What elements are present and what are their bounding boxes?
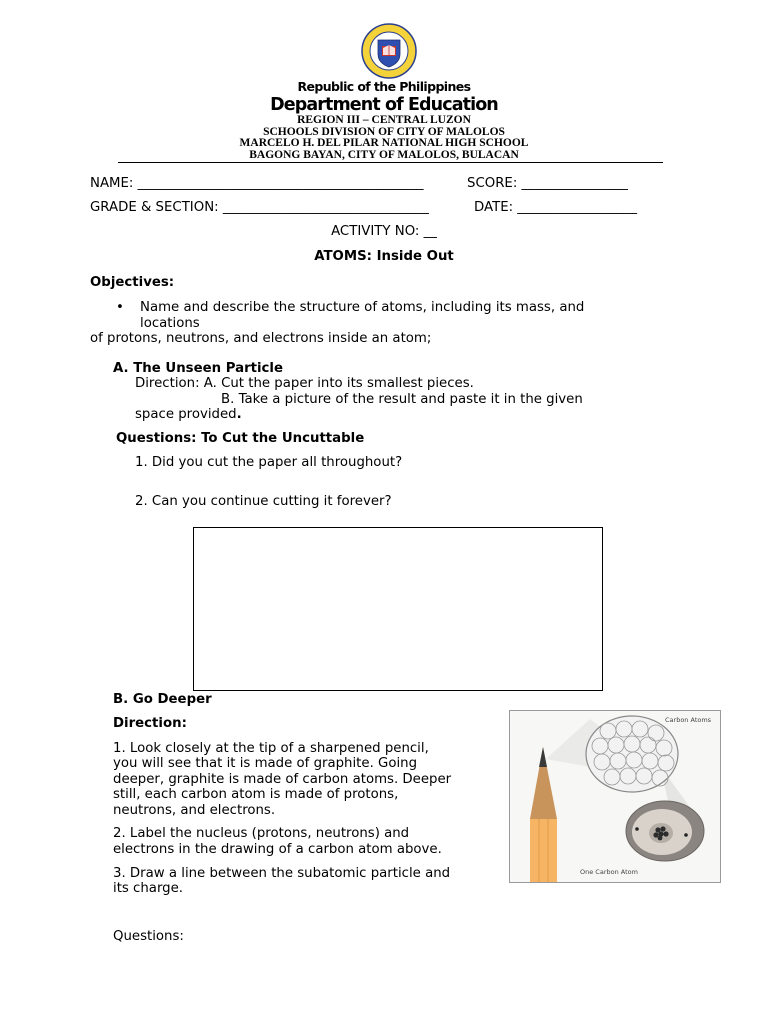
school-line: MARCELO H. DEL PILAR NATIONAL HIGH SCHOOL <box>239 137 529 149</box>
address-line: BAGONG BAYAN, CITY OF MALOLOS, BULACAN <box>249 149 519 161</box>
name-field: NAME: ___________________________________________ <box>90 176 424 191</box>
step-3-line-2: its charge. <box>113 881 184 896</box>
questions-heading: Questions: To Cut the Uncuttable <box>116 431 365 446</box>
step-1-line-4: still, each carbon atom is made of protons, <box>113 787 399 802</box>
objective-line-3: of protons, neutrons, and electrons inside an atom; <box>90 331 432 346</box>
step-1-line-3: deeper, graphite is made of carbon atoms. Deeper <box>113 772 452 787</box>
step-3-line-1: 3. Draw a line between the subatomic particle and <box>113 866 451 881</box>
section-b-heading: B. Go Deeper <box>113 692 212 707</box>
bullet: • <box>116 300 124 315</box>
question-1: 1. Did you cut the paper all throughout? <box>135 455 403 470</box>
grade-section-field: GRADE & SECTION: _______________________________ <box>90 200 429 215</box>
section-a-direction-1: Direction: A. Cut the paper into its smallest pieces. <box>135 376 474 391</box>
pencil-atom-illustration <box>510 711 720 882</box>
objective-line-2: locations <box>140 316 200 331</box>
section-a-direction-2: B. Take a picture of the result and paste it in the given <box>221 392 583 407</box>
carbon-atoms-label: Carbon Atoms <box>665 716 712 724</box>
activity-number: ACTIVITY NO: __ <box>331 224 437 239</box>
step-1-line-2: you will see that it is made of graphite. Going <box>113 756 418 771</box>
section-a-direction-3: space provided. <box>135 407 242 422</box>
one-carbon-atom-label: One Carbon Atom <box>580 868 638 876</box>
questions-label: Questions: <box>113 929 184 944</box>
department-title: Department of Education <box>270 95 498 115</box>
step-1-line-1: 1. Look closely at the tip of a sharpened pencil, <box>113 741 429 756</box>
header-divider <box>118 162 663 163</box>
deped-seal-logo <box>352 22 426 80</box>
step-2-line-2: electrons in the drawing of a carbon atom above. <box>113 842 442 857</box>
score-field: SCORE: ________________ <box>467 176 628 191</box>
picture-paste-box <box>193 527 603 691</box>
region-line: REGION III – CENTRAL LUZON <box>297 114 471 126</box>
objective-line-1: Name and describe the structure of atoms, including its mass, and <box>140 300 585 315</box>
objectives-heading: Objectives: <box>90 275 175 290</box>
date-field: DATE: __________________ <box>474 200 637 215</box>
step-1-line-5: neutrons, and electrons. <box>113 803 276 818</box>
section-a-heading: A. The Unseen Particle <box>113 361 284 376</box>
section-b-direction-label: Direction: <box>113 716 187 731</box>
republic-line: Republic of the Philippines <box>297 79 471 94</box>
question-2: 2. Can you continue cutting it forever? <box>135 494 392 509</box>
activity-title: ATOMS: Inside Out <box>314 249 454 264</box>
step-2-line-1: 2. Label the nucleus (protons, neutrons) and <box>113 826 410 841</box>
division-line: SCHOOLS DIVISION OF CITY OF MALOLOS <box>263 126 505 138</box>
carbon-atom-figure <box>509 710 721 883</box>
